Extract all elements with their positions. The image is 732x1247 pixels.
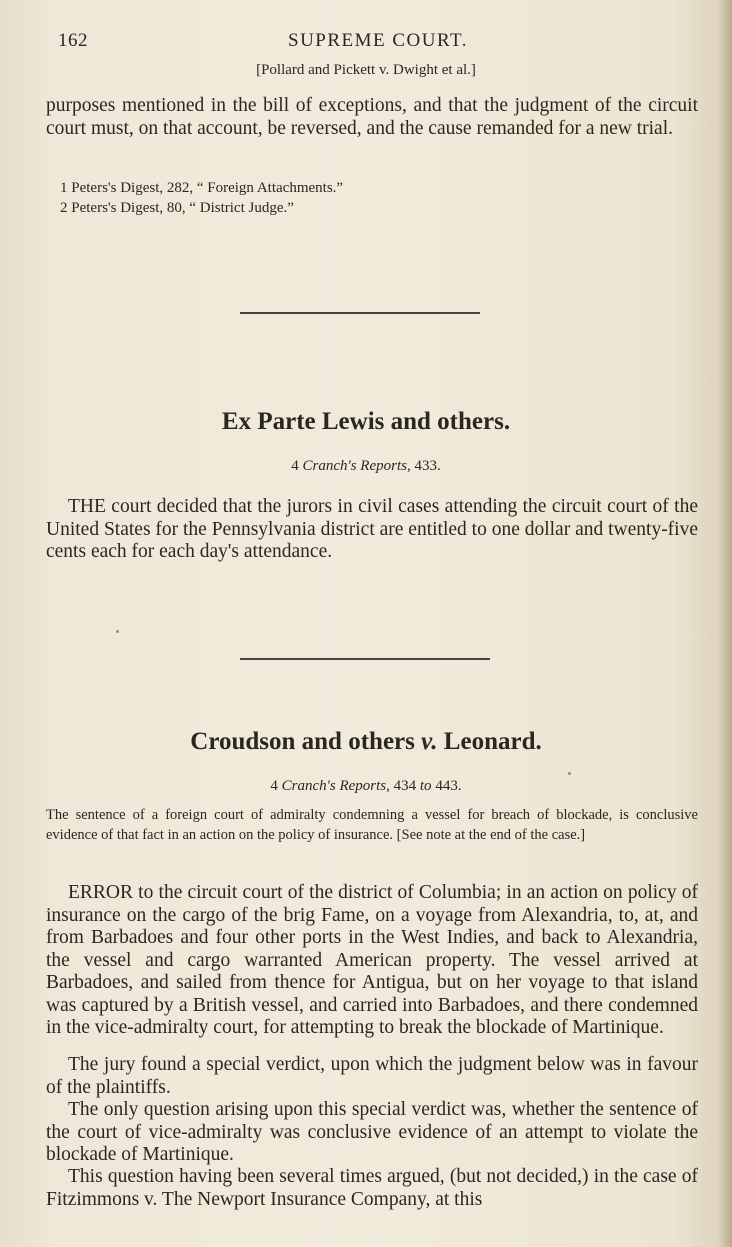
citation-pages-start: 434	[393, 778, 417, 794]
section-divider-1	[240, 312, 480, 314]
citation-reporter: Cranch's Reports,	[302, 458, 411, 474]
case2-paragraph-3: The only question arising upon this special verdict was, whether the sentence of the court of vice-admiralty was conclusive evidence of an attempt to violate the blockade of Martinique.	[46, 1099, 698, 1165]
citation-to: to	[419, 778, 432, 794]
case2-paragraph-1: ERROR to the circuit court of the district of Columbia; in an action on policy of insurance on the cargo of the brig Fame, on a voyage from Alexandria, to, at, and from Barbadoes and four other ports in the West Indies, and back to Alexandria, the vessel and cargo warranted American property. The vessel arrived at Barbadoes, and sailed from thence for Antigua, but on her voyage to that island was captured by a British vessel, and carried into Barbadoes, and there condemned in the vice-admiralty court, for attempting to break the blockade of Martinique.	[46, 882, 698, 1038]
page-number: 162	[58, 30, 88, 51]
case2-title-part1: Croudson and others	[190, 728, 415, 755]
citation-volume: 4	[291, 458, 299, 474]
section-divider-2	[240, 658, 490, 660]
ink-speck	[116, 630, 119, 633]
reference-2: 2 Peters's Digest, 80, “ District Judge.”	[60, 200, 294, 216]
case-caption: [Pollard and Pickett v. Dwight et al.]	[256, 62, 476, 78]
continuation-paragraph: purposes mentioned in the bill of exceptions, and that the judgment of the circuit court must, on that account, be reversed, and the cause remanded for a new trial.	[46, 95, 698, 139]
case1-citation	[0, 458, 732, 475]
reference-1: 1 Peters's Digest, 282, “ Foreign Attachments.”	[60, 180, 344, 196]
case1-body: THE court decided that the jurors in civil cases attending the circuit court of the United States for the Pennsylvania district are entitled to one dollar and twenty-five cents each for each day's attendance.	[46, 496, 698, 562]
case-title-croudson-v-leonard	[0, 728, 732, 756]
case2-paragraph-2: The jury found a special verdict, upon which the judgment below was in favour of the plaintiffs.	[46, 1054, 698, 1098]
ink-speck	[568, 772, 571, 775]
page-spine-shadow	[718, 0, 732, 1247]
case2-title-part2: Leonard.	[443, 728, 542, 755]
case2-paragraph-4: This question having been several times argued, (but not decided,) in the case of Fitzimmons v. The Newport Insurance Company, at this	[46, 1166, 698, 1210]
citation-volume: 4	[270, 778, 278, 794]
case2-headnote: The sentence of a foreign court of admiralty condemning a vessel for breach of blockade, is conclusive evidence of that fact in an action on the policy of insurance. [See note at the end of the case.]	[46, 807, 698, 843]
citation-reporter: Cranch's Reports,	[281, 778, 390, 794]
case-title-ex-parte-lewis: Ex Parte Lewis and others.	[221, 408, 511, 435]
running-head: SUPREME COURT.	[288, 30, 468, 51]
citation-pages: 433.	[414, 458, 441, 474]
case2-citation	[0, 778, 732, 795]
page-header	[58, 30, 698, 56]
case2-title-v: v.	[421, 728, 438, 755]
citation-pages-end: 443.	[435, 778, 462, 794]
